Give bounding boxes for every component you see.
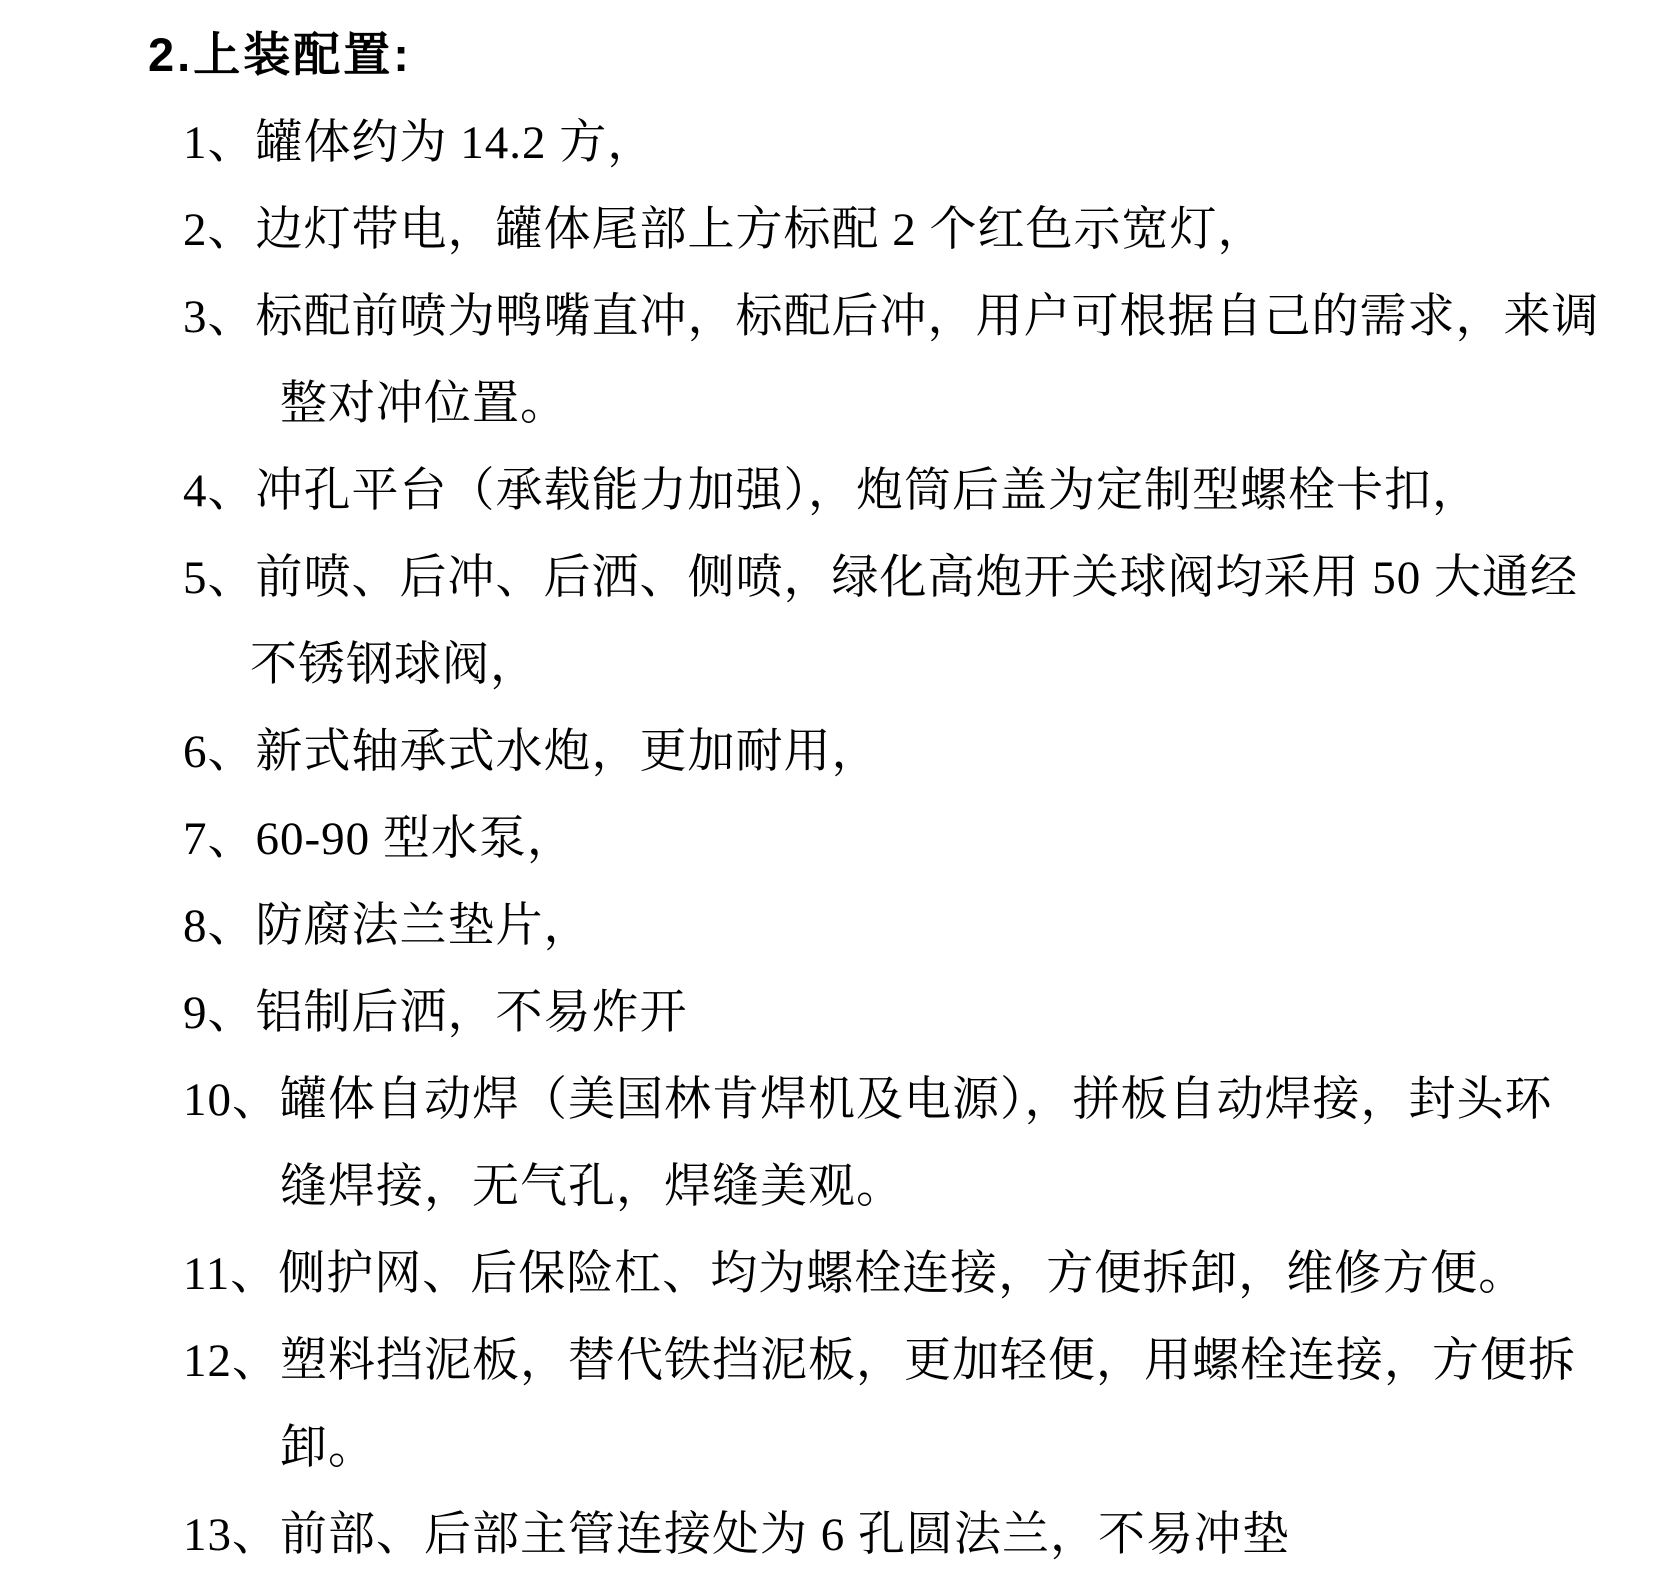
item-2-line-1: 2、边灯带电，罐体尾部上方标配 2 个红色示宽灯， [183,204,1266,256]
section-heading: 2.上装配置: [148,28,412,81]
item-3-line-1: 3、标配前喷为鸭嘴直冲，标配后冲，用户可根据自己的需求，来调 [183,291,1600,343]
item-9-line-1: 9、铝制后洒，不易炸开 [183,987,688,1039]
item-5-line-1: 5、前喷、后冲、后洒、侧喷，绿化高炮开关球阀均采用 50 大通经 [183,552,1578,604]
list-item-1 [0,100,1654,187]
list-item-6 [0,709,1654,796]
item-7-line-1: 7、60-90 型水泵， [183,813,575,865]
list-item-4 [0,448,1654,535]
list-item-8 [0,883,1654,970]
list-item-13 [0,1492,1654,1579]
list-item-9 [0,970,1654,1057]
list-item-3 [0,274,1654,448]
list-item-5 [0,535,1654,709]
item-13-line-1: 13、前部、后部主管连接处为 6 孔圆法兰，不易冲垫 [183,1509,1290,1561]
item-12-line-2: 卸。 [280,1422,376,1474]
item-8-line-1: 8、防腐法兰垫片， [183,900,592,952]
item-1-line-1: 1、罐体约为 14.2 方， [183,117,656,169]
item-5-line-2: 不锈钢球阀， [250,639,538,691]
list-item-12 [0,1318,1654,1492]
list-item-2 [0,187,1654,274]
list-item-11 [0,1231,1654,1318]
list-item-7 [0,796,1654,883]
item-10-line-1: 10、罐体自动焊（美国林肯焊机及电源），拼板自动焊接，封头环 [183,1074,1553,1126]
item-11-line-1: 11、侧护网、后保险杠、均为螺栓连接，方便拆卸，维修方便。 [183,1248,1527,1300]
item-12-line-1: 12、塑料挡泥板，替代铁挡泥板，更加轻便，用螺栓连接，方便拆 [183,1335,1576,1387]
spec-list [0,100,1654,1579]
item-3-line-2: 整对冲位置。 [280,378,568,430]
item-10-line-2: 缝焊接，无气孔，焊缝美观。 [280,1161,904,1213]
item-6-line-1: 6、新式轴承式水炮，更加耐用， [183,726,880,778]
list-item-10 [0,1057,1654,1231]
item-4-line-1: 4、冲孔平台（承载能力加强），炮筒后盖为定制型螺栓卡扣， [183,465,1480,517]
